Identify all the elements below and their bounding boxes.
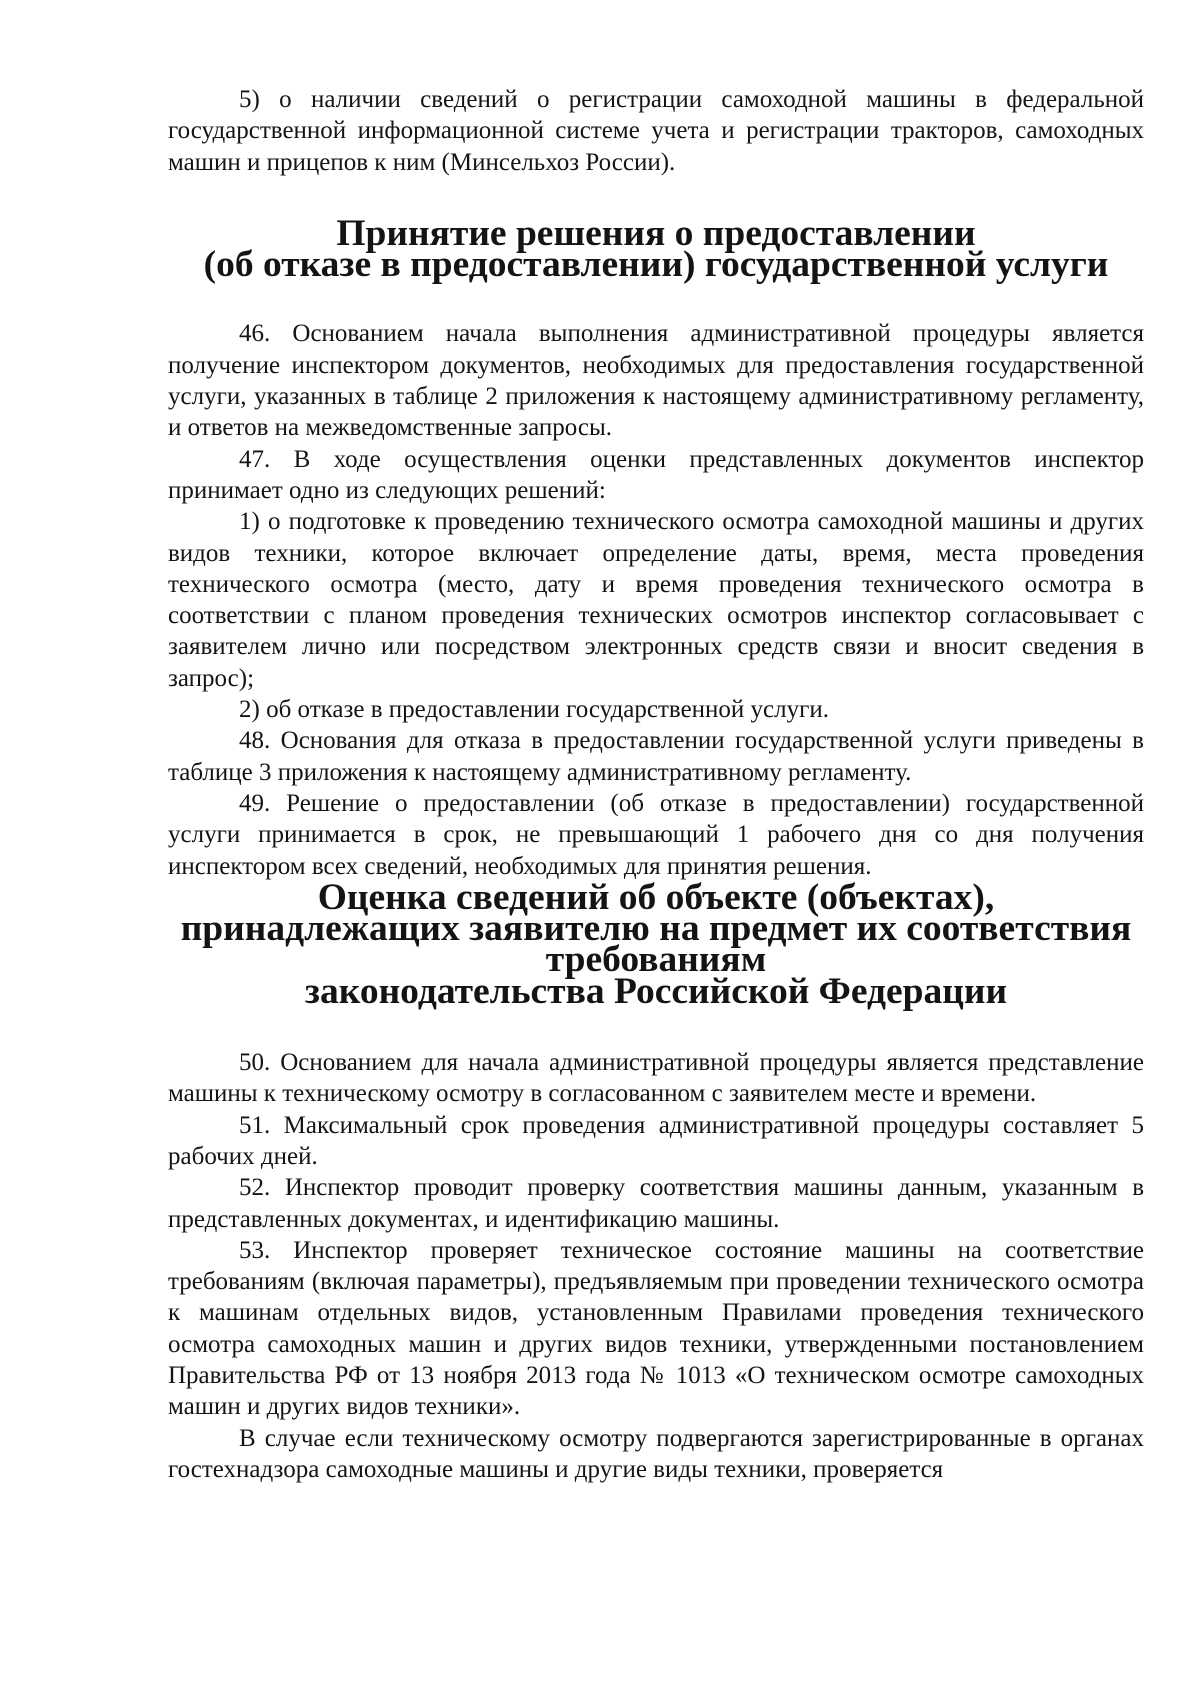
paragraph-49: 49. Решение о предоставлении (об отказе в предоставлении) государственной услуги принимается в срок, не превышающий 1 рабочего дня со дня получения инспектором всех сведений, необходимых для принятия решения. xyxy=(168,789,1144,880)
heading-line: законодательства Российской Федерации xyxy=(304,970,1008,1012)
paragraph-53-continuation: В случае если техническому осмотру подвергаются зарегистрированные в органах гостехнадзора самоходные машины и другие виды техники, проверяется xyxy=(168,1424,1144,1483)
paragraph-51: 51. Максимальный срок проведения административной процедуры составляет 5 рабочих дней. xyxy=(168,1111,1144,1170)
paragraph-47-item-1: 1) о подготовке к проведению технического осмотра самоходной машины и других видов техники, которое включает определение даты, время, места проведения технического осмотра (место, дату и время проведения технического осмотра в соответствии с планом проведения технических осмотров инспектор согласовывает с заявителем лично или посредством электронных средств связи и вносит сведения в запрос); xyxy=(168,508,1144,692)
heading-line: Оценка сведений об объекте (объектах), xyxy=(317,876,995,918)
paragraph-item-5: 5) о наличии сведений о регистрации самоходной машины в федеральной государственной информационной системе учета и регистрации тракторов, самоходных машин и прицепов к ним (Минсельхоз России). xyxy=(168,86,1144,176)
paragraph-52: 52. Инспектор проводит проверку соответствия машины данным, указанным в представленных документах, и идентификацию машины. xyxy=(168,1174,1144,1233)
paragraph-48: 48. Основания для отказа в предоставлении государственной услуги приведены в таблице 3 приложения к настоящему административному регламенту. xyxy=(168,727,1144,786)
paragraph-47-item-2: 2) об отказе в предоставлении государственной услуги. xyxy=(239,696,830,724)
document-page xyxy=(168,84,1144,1485)
heading-line: принадлежащих заявителю на предмет их соответствия требованиям xyxy=(180,908,1132,981)
paragraph-47: 47. В ходе осуществления оценки представленных документов инспектор принимает одно из следующих решений: xyxy=(168,445,1144,504)
heading-line: (об отказе в предоставлении) государственной услуги xyxy=(203,244,1109,286)
paragraph-50: 50. Основанием для начала административной процедуры является представление машины к техническому осмотру в согласованном с заявителем месте и времени. xyxy=(168,1049,1144,1108)
paragraph-46: 46. Основанием начала выполнения административной процедуры является получение инспектором документов, необходимых для предоставления государственной услуги, указанных в таблице 2 приложения к настоящему административному регламенту, и ответов на межведомственные запросы. xyxy=(168,320,1144,442)
paragraph-53: 53. Инспектор проверяет техническое состояние машины на соответствие требованиям (включая параметры), предъявляемым при проведении технического осмотра к машинам отдельных видов, установленным Правилами проведения технического осмотра самоходных машин и других видов техники, утвержденными постановлением Правительства РФ от 13 ноября 2013 года № 1013 «О техническом осмотре самоходных машин и других видов техники». xyxy=(168,1236,1144,1421)
section-heading-assessment xyxy=(168,876,1144,1012)
section-heading-decision xyxy=(168,212,1144,286)
heading-line: Принятие решения о предоставлении xyxy=(336,212,976,254)
